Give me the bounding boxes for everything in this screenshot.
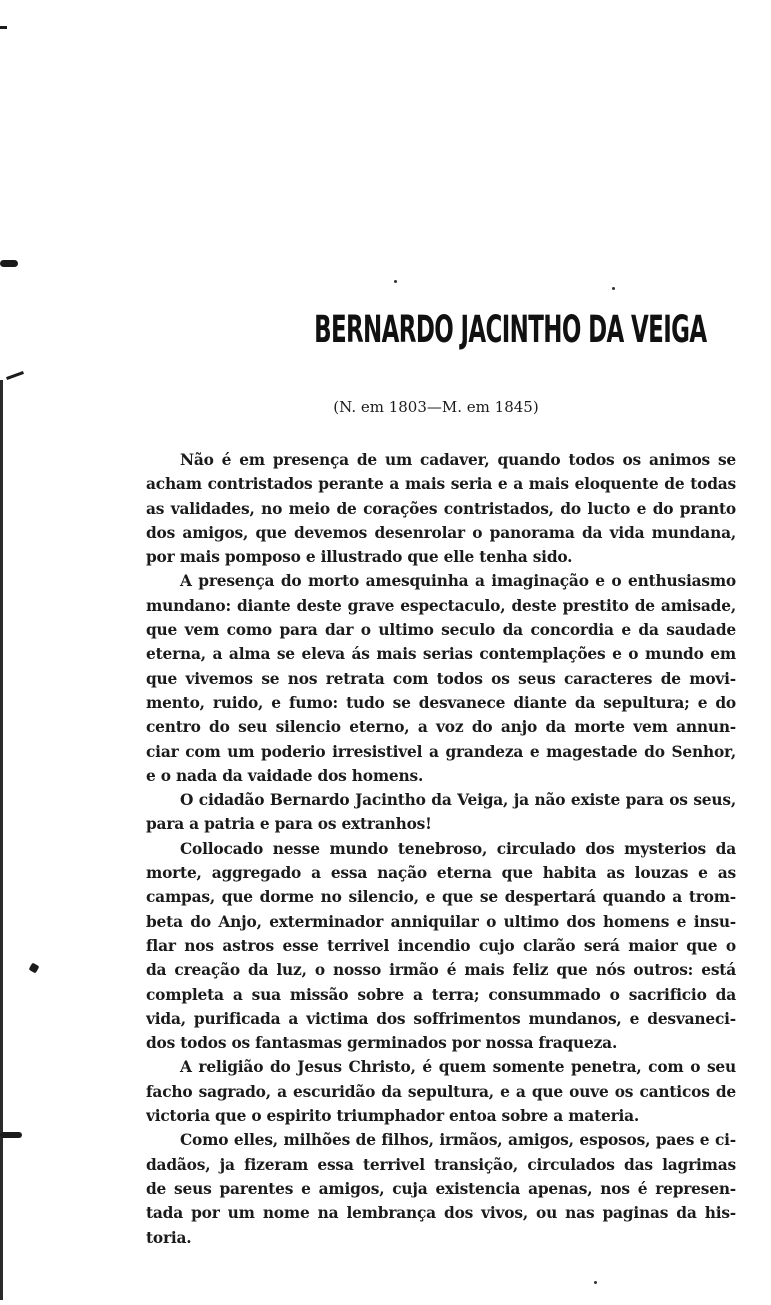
text-line: para a patria e para os extranhos! (146, 815, 432, 834)
text-line: dos todos os fantasmas germinados por nossa fraqueza. (146, 1034, 618, 1053)
text-line: tada por um nome na lembrança dos vivos, ou nas paginas da his- (146, 1204, 736, 1223)
text-line: dos amigos, que devemos desenrolar o panorama da vida mundana, (146, 523, 736, 542)
scan-edge-shadow (0, 380, 3, 1300)
text-line: campas, que dorme no silencio, e que se despertará quando a trom- (146, 888, 736, 907)
text-line: facho sagrado, a escuridão da sepultura, e a que ouve os canticos de (146, 1082, 736, 1101)
scan-mark (0, 260, 18, 267)
text-line: Como elles, milhões de filhos, irmãos, amigos, esposos, paes e ci- (180, 1131, 736, 1150)
text-line: flar nos astros esse terrivel incendio cujo clarão será maior que o (146, 936, 736, 955)
scan-speck (612, 287, 615, 290)
scan-mark (29, 963, 40, 974)
text-line: de seus parentes e amigos, cuja existencia apenas, nos é represen- (146, 1179, 736, 1198)
page-subtitle: (N. em 1803—M. em 1845) (333, 398, 539, 416)
text-line: por mais pomposo e illustrado que elle tenha sido. (146, 548, 573, 567)
text-line: e o nada da vaidade dos homens. (146, 766, 424, 785)
scan-mark (0, 26, 7, 29)
text-line: eterna, a alma se eleva ás mais serias contemplações e o mundo em (146, 645, 736, 664)
text-line: A religião do Jesus Christo, é quem somente penetra, com o seu (180, 1058, 736, 1077)
text-line: ciar com um poderio irresistivel a grandeza e magestade do Senhor, (146, 742, 736, 761)
body-text (146, 448, 736, 1250)
text-line: beta do Anjo, exterminador anniquilar o ultimo dos homens e insu- (146, 912, 736, 931)
text-line: Não é em presença de um cadaver, quando todos os animos se (180, 451, 736, 469)
text-line: mento, ruido, e fumo: tudo se desvanece diante da sepultura; e do (146, 693, 736, 712)
text-line: victoria que o espirito triumphador entoa sobre a materia. (146, 1107, 640, 1126)
text-line: que vivemos se nos retrata com todos os seus caracteres de movi- (146, 669, 736, 688)
text-line: que vem como para dar o ultimo seculo da concordia e da saudade (146, 621, 736, 640)
text-line: vida, purificada a victima dos soffrimentos mundanos, e desvaneci- (146, 1009, 736, 1028)
scan-speck (594, 1281, 597, 1284)
text-line: mundano: diante deste grave espectaculo, deste prestito de amisade, (146, 596, 736, 615)
text-line: O cidadão Bernardo Jacintho da Veiga, ja não existe para os seus, (180, 791, 736, 810)
text-line: acham contristados perante a mais seria e a mais eloquente de todas (146, 475, 736, 494)
scan-speck (394, 280, 397, 283)
text-line: A presença do morto amesquinha a imaginação e o enthusiasmo (180, 572, 736, 591)
text-line: centro do seu silencio eterno, a voz do anjo da morte vem annun- (146, 718, 736, 737)
text-line: dadãos, ja fizeram essa terrivel transição, circulados das lagrimas (146, 1155, 736, 1174)
scan-mark (6, 371, 24, 380)
text-line: Collocado nesse mundo tenebroso, circulado dos mysterios da (180, 839, 736, 858)
scan-mark (0, 1132, 22, 1138)
text-line: da creação da luz, o nosso irmão é mais feliz que nós outros: está (146, 961, 736, 980)
text-line: toria. (146, 1228, 192, 1247)
text-line: completa a sua missão sobre a terra; consummado o sacrificio da (146, 985, 736, 1004)
text-line: as validades, no meio de corações contristados, do lucto e do pranto (146, 499, 736, 518)
text-line: morte, aggregado a essa nação eterna que habita as louzas e as (146, 864, 736, 883)
page-title: BERNARDO JACINTHO DA VEIGA (314, 308, 707, 351)
